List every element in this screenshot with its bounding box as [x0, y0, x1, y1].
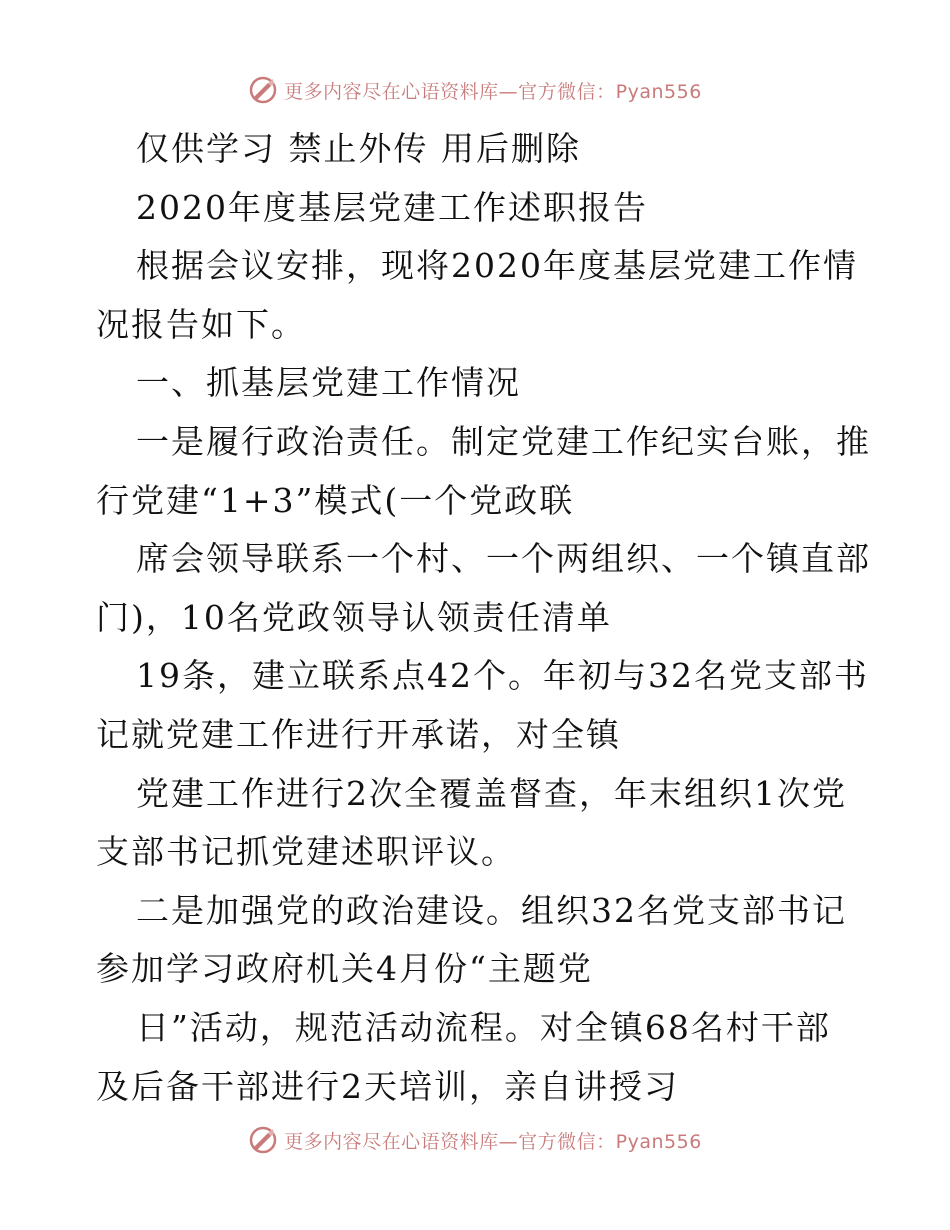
text-line: 一、抓基层党建工作情况: [136, 363, 521, 403]
watermark-text: 更多内容尽在心语资料库—官方微信：Pyan556: [284, 80, 702, 103]
text-line: 2020年度基层党建工作述职报告: [136, 187, 648, 227]
pen-logo-icon: [248, 1125, 278, 1155]
text-line: 况报告如下。: [96, 304, 306, 344]
text-line: 党建工作进行2次全覆盖督查，年末组织1次党: [136, 773, 847, 813]
text-line: 支部书记抓党建述职评议。: [96, 832, 516, 872]
text-line: 19条，建立联系点42个。年初与32名党支部书: [136, 656, 869, 696]
text-line: 行党建“1+3”模式(一个党政联: [96, 480, 575, 520]
text-line: 记就党建工作进行开承诺，对全镇: [96, 714, 621, 754]
watermark-header: [0, 70, 950, 110]
text-line: 仅供学习 禁止外传 用后删除: [136, 129, 581, 168]
watermark-text: 更多内容尽在心语资料库—官方微信：Pyan556: [284, 1130, 702, 1153]
text-line: 根据会议安排，现将2020年度基层党建工作情: [136, 246, 858, 286]
document-body: [96, 120, 871, 1116]
text-line: 席会领导联系一个村、一个两组织、一个镇直部: [136, 539, 871, 579]
watermark-footer: [0, 1120, 950, 1160]
text-line: 二是加强党的政治建设。组织32名党支部书记: [136, 890, 847, 930]
text-line: 门)，10名党政领导认领责任清单: [96, 597, 612, 637]
pen-logo-icon: [248, 75, 278, 105]
text-line: 及后备干部进行2天培训，亲自讲授习: [96, 1066, 679, 1106]
text-line: 日”活动，规范活动流程。对全镇68名村干部: [136, 1007, 831, 1047]
text-line: 一是履行政治责任。制定党建工作纪实台账，推: [136, 421, 871, 461]
text-line: 参加学习政府机关4月份“主题党: [96, 949, 593, 989]
